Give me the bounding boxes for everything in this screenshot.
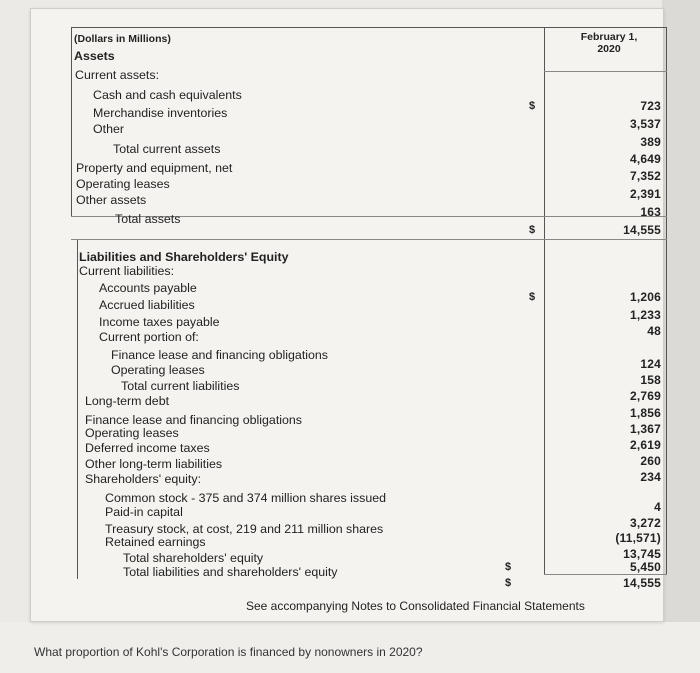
row-label: Other long-term liabilities [85,457,223,471]
row-value: 14,555 [623,576,661,590]
row-label: Operating leases [85,426,179,440]
assets-heading: Assets [74,49,115,63]
row-value: 234 [640,470,661,484]
question-text: What proportion of Kohl's Corporation is financed by nonowners in 2020? [34,645,423,659]
row-label: Total shareholders' equity [123,551,264,565]
balance-sheet [71,27,667,625]
dollar-sign: $ [529,224,536,236]
row-label: Accrued liabilities [99,298,195,312]
row-value: (11,571) [615,531,661,545]
row-label: Income taxes payable [99,315,220,329]
row-value: 260 [640,454,661,468]
row-value: 1,367 [629,422,661,436]
row-label: Finance lease and financing obligations [85,413,302,427]
equity-heading: Shareholders' equity: [85,472,202,486]
row-label: Common stock - 375 and 374 million shares issued [105,491,386,505]
assets-heading-row [71,48,667,64]
row-value: 4 [654,500,661,514]
unit-label: (Dollars in Millions) [74,33,171,45]
dollar-sign: $ [529,100,536,112]
row-label: Operating leases [76,177,170,191]
row-value: 5,450 [629,560,661,574]
row-label: Total assets [115,212,181,226]
background-strip [662,0,700,673]
row-label: Finance lease and financing obligations [111,348,328,362]
row-value: 48 [647,324,661,338]
row-value: 4,649 [629,152,661,166]
table-row [71,222,667,238]
row-value: 7,352 [629,169,661,183]
current-assets-heading-row [71,67,667,83]
row-value: 723 [640,99,661,113]
row-value: 2,769 [629,389,661,403]
column-date-line2: 2020 [597,43,621,55]
row-label: Retained earnings [105,535,206,549]
row-value: 1,233 [629,308,661,322]
footer-note: See accompanying Notes to Consolidated Financial Statements [246,599,585,613]
table-row [71,575,667,591]
equity-heading-row [71,471,667,487]
row-label: Merchandise inventories [93,106,228,120]
row-value: 158 [640,373,661,387]
row-label: Treasury stock, at cost, 219 and 211 million shares [105,522,384,536]
row-value: 124 [640,357,661,371]
row-label: Total current assets [113,142,221,156]
row-label: Other [93,122,124,136]
row-value: 389 [640,135,661,149]
dollar-sign: $ [505,577,512,589]
row-value: 13,745 [623,547,661,561]
row-value: 163 [640,205,661,219]
row-value: 14,555 [623,223,661,237]
current-assets-heading: Current assets: [75,68,160,82]
row-value: 1,856 [629,406,661,420]
row-value: 2,391 [629,187,661,201]
row-label: Deferred income taxes [85,441,210,455]
row-value: 3,537 [629,117,661,131]
dollar-sign: $ [529,291,536,303]
top-rule [71,27,667,28]
row-label: Other assets [76,193,147,207]
row-label: Operating leases [111,363,205,377]
row-label: Total liabilities and shareholders' equity [123,565,338,579]
row-label: Property and equipment, net [76,161,233,175]
table-row [71,329,667,345]
row-label: Cash and cash equivalents [93,88,242,102]
row-value: 3,272 [629,516,661,530]
current-liabilities-heading: Current liabilities: [79,264,175,278]
row-value: 2,619 [629,438,661,452]
row-label: Long-term debt [85,394,170,408]
liabilities-heading: Liabilities and Shareholders' Equity [79,250,289,264]
row-label: Current portion of: [99,330,199,344]
current-liabilities-heading-row [71,263,667,279]
row-value: 1,206 [629,290,661,304]
column-date-line1: February 1, [580,31,638,43]
balance-sheet-page [30,8,664,622]
liabilities-top-rule [71,239,667,240]
row-label: Accounts payable [99,281,197,295]
row-label: Paid-in capital [105,505,183,519]
dollar-sign: $ [505,561,512,573]
row-label: Total current liabilities [121,379,240,393]
